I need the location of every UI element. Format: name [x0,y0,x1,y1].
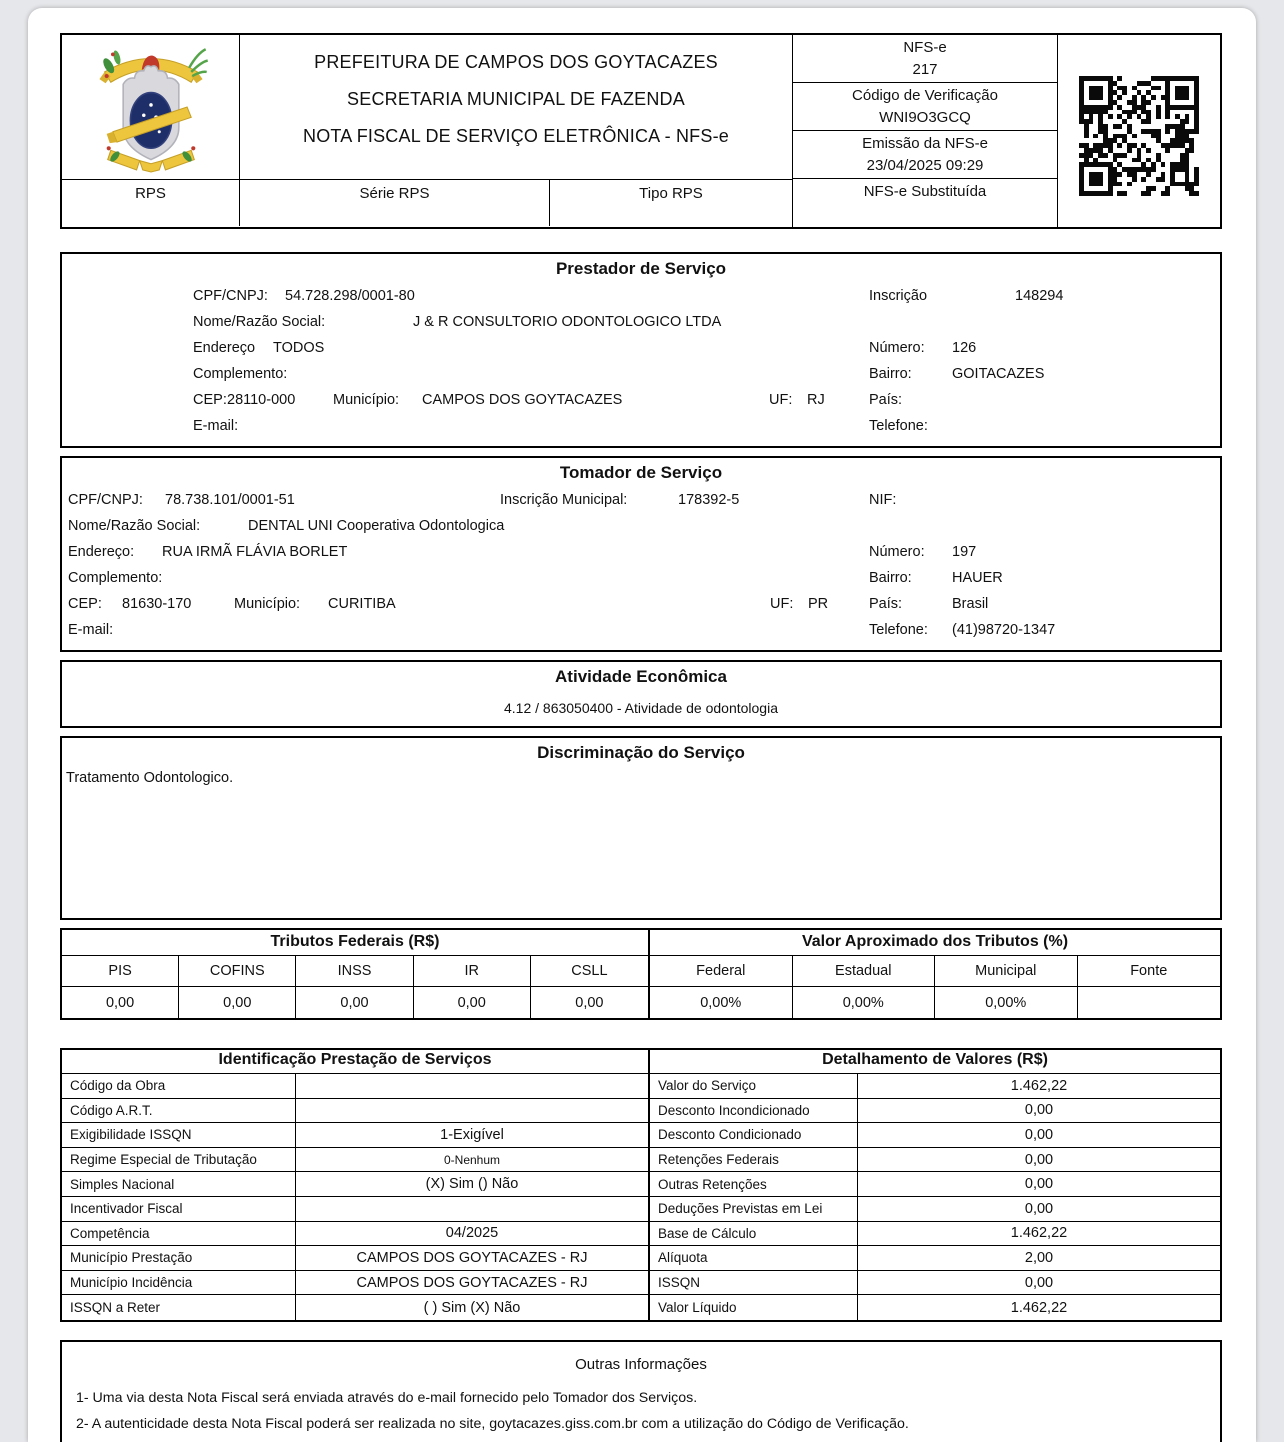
tomador-nome-label: Nome/Razão Social: [68,518,201,534]
outras-informacoes-title: Outras Informações [575,1356,707,1373]
ident-value-2: 1-Exigível [296,1123,650,1148]
col-estadual: Estadual [793,956,936,987]
ident-label-2: Exigibilidade ISSQN [62,1123,296,1148]
val-cofins: 0,00 [179,987,296,1018]
col-municipal: Municipal [935,956,1078,987]
tomador-inscricao-municipal-label: Inscrição Municipal: [500,492,628,508]
outras-item-1: 1- Uma via desta Nota Fiscal será enviada através do e-mail fornecido pelo Tomador dos Serviços. [76,1390,698,1406]
tomador-pais-label: País: [869,596,903,612]
prestador-pais-label: País: [869,392,903,408]
prestador-inscricao-label: Inscrição [869,288,928,304]
tomador-nif-label: NIF: [869,492,897,508]
detal-label-9: Valor Líquido [650,1295,858,1320]
prestador-cep-label: CEP: [193,392,227,408]
invoice-page [28,8,1256,1442]
nfse-label: NFS-e [903,39,947,56]
col-pis: PIS [62,956,179,987]
col-inss: INSS [296,956,413,987]
prestador-municipio-label: Município: [333,392,400,408]
tomador-municipio-value: CURITIBA [328,596,396,612]
ident-value-8: CAMPOS DOS GOYTACAZES - RJ [296,1271,650,1296]
prestador-nome-label: Nome/Razão Social: [193,314,326,330]
outras-item-2: 2- A autenticidade desta Nota Fiscal poderá ser realizada no site, goytacazes.giss.com.br com a utilização do Código de Verificação. [76,1416,909,1432]
ident-value-6: 04/2025 [296,1222,650,1247]
prestador-cpf-label: CPF/CNPJ: [193,288,268,304]
tomador-row-6 [62,622,1220,646]
detal-value-8: 0,00 [858,1271,1220,1296]
tomador-nome-value: DENTAL UNI Cooperativa Odontologica [248,518,505,534]
detal-value-3: 0,00 [858,1148,1220,1173]
nfse-number: 217 [912,61,938,78]
col-csll: CSLL [531,956,648,987]
ident-value-0 [296,1074,650,1099]
rps-cell: RPS [62,180,240,226]
emission-datetime: 23/04/2025 09:29 [866,157,984,174]
verification-code: WNI9O3GCQ [879,109,971,126]
tributos-federais-table [60,928,650,1020]
tomador-cpf-value: 78.738.101/0001-51 [165,492,295,508]
substituted-nfse-label: NFS-e Substituída [863,183,987,200]
detal-value-5: 0,00 [858,1197,1220,1222]
ident-label-4: Simples Nacional [62,1172,296,1197]
detal-label-4: Outras Retenções [650,1172,858,1197]
val-federal: 0,00% [650,987,793,1018]
prestador-row-5 [62,392,1220,416]
emission-label: Emissão da NFS-e [862,135,988,152]
prestador-bairro-value: GOITACAZES [952,366,1045,382]
tomador-row-5 [62,596,1220,620]
tomador-title: Tomador de Serviço [559,463,723,482]
outras-informacoes-section [60,1340,1222,1442]
prestador-nome-value: J & R CONSULTORIO ODONTOLOGICO LTDA [413,314,722,330]
rps-row [62,179,792,227]
prestador-cpf-value: 54.728.298/0001-80 [285,288,415,304]
discriminacao-title: Discriminação do Serviço [537,743,745,762]
prestador-bairro-label: Bairro: [869,366,912,382]
tomador-cpf-label: CPF/CNPJ: [68,492,143,508]
prestador-row-3 [62,340,1220,364]
ident-label-9: ISSQN a Reter [62,1295,296,1320]
prestador-complemento-label: Complemento: [193,366,288,382]
valor-aproximado-title: Valor Aproximado dos Tributos (%) [650,930,1220,956]
prestador-endereco-label: Endereço [193,340,256,356]
logo-cell [62,35,240,179]
discriminacao-text: Tratamento Odontologico. [66,770,234,786]
valor-aproximado-table [648,928,1222,1020]
tomador-row-3 [62,544,1220,568]
col-fonte: Fonte [1078,956,1221,987]
tomador-bairro-value: HAUER [952,570,1003,586]
detal-value-1: 0,00 [858,1099,1220,1124]
val-estadual: 0,00% [793,987,936,1018]
title-line-2: SECRETARIA MUNICIPAL DE FAZENDA [347,89,685,109]
ident-label-5: Incentivador Fiscal [62,1197,296,1222]
tomador-telefone-label: Telefone: [869,622,928,638]
detal-value-4: 0,00 [858,1172,1220,1197]
tomador-row-1 [62,492,1220,516]
tomador-endereco-label: Endereço: [68,544,135,560]
detal-label-8: ISSQN [650,1271,858,1296]
document-title [240,35,792,179]
detal-label-6: Base de Cálculo [650,1222,858,1247]
tomador-numero-label: Número: [869,544,925,560]
prestador-uf-value: RJ [807,392,825,408]
tomador-municipio-label: Município: [234,596,301,612]
detal-label-5: Deduções Previstas em Lei [650,1197,858,1222]
prestador-numero-label: Número: [869,340,925,356]
prestador-email-label: E-mail: [193,418,239,434]
identificacao-detalhamento-table [60,1048,1222,1322]
val-fonte [1078,987,1221,1018]
tomador-row-2 [62,518,1220,542]
verification-code-cell [793,83,1057,131]
ident-value-5 [296,1197,650,1222]
identificacao-title: Identificação Prestação de Serviços [62,1050,650,1074]
nfse-number-cell [793,35,1057,83]
tomador-uf-value: PR [808,596,829,612]
tomador-endereco-value: RUA IRMÃ FLÁVIA BORLET [162,544,348,560]
tributos-federais-title: Tributos Federais (R$) [62,930,648,956]
detal-value-6: 1.462,22 [858,1222,1220,1247]
verification-label: Código de Verificação [852,87,998,104]
ident-label-1: Código A.R.T. [62,1099,296,1124]
prestador-row-1 [62,288,1220,312]
detal-value-9: 1.462,22 [1010,1299,1068,1316]
title-line-1: PREFEITURA DE CAMPOS DOS GOYTACAZES [314,52,718,72]
val-pis: 0,00 [62,987,179,1018]
qr-code [1079,76,1199,196]
detal-label-0: Valor do Serviço [650,1074,858,1099]
prestador-telefone-label: Telefone: [869,418,928,434]
detal-value-2: 0,00 [858,1123,1220,1148]
detal-label-7: Alíquota [650,1246,858,1271]
emission-cell [793,131,1057,179]
tomador-section [60,456,1222,652]
ident-label-7: Município Prestação [62,1246,296,1271]
tomador-email-label: E-mail: [68,622,114,638]
val-municipal: 0,00% [935,987,1078,1018]
ident-label-6: Competência [62,1222,296,1247]
qr-cell [1058,35,1220,227]
tomador-telefone-value: (41)98720-1347 [952,622,1056,638]
tomador-bairro-label: Bairro: [869,570,912,586]
ident-label-3: Regime Especial de Tributação [62,1148,296,1173]
atividade-title: Atividade Econômica [555,667,727,686]
detal-value-0: 1.462,22 [858,1074,1220,1099]
prestador-section [60,252,1222,448]
discriminacao-section [60,736,1222,920]
tomador-numero-value: 197 [952,544,977,560]
tomador-cep-label: CEP: [68,596,102,612]
title-line-3: NOTA FISCAL DE SERVIÇO ELETRÔNICA - NFS-e [303,126,729,146]
prestador-row-2 [62,314,1220,338]
ident-value-1 [296,1099,650,1124]
col-ir: IR [414,956,531,987]
val-inss: 0,00 [296,987,413,1018]
detalhamento-title: Detalhamento de Valores (R$) [650,1050,1220,1074]
atividade-section [60,660,1222,728]
col-cofins: COFINS [179,956,296,987]
ident-value-3: 0-Nenhum [296,1148,650,1173]
header-table [60,33,1222,229]
val-ir: 0,00 [414,987,531,1018]
ident-value-4: (X) Sim () Não [296,1172,650,1197]
tomador-uf-label: UF: [770,596,794,612]
ident-value-7: CAMPOS DOS GOYTACAZES - RJ [296,1246,650,1271]
prestador-endereco-value: TODOS [273,340,325,356]
col-federal: Federal [650,956,793,987]
prestador-row-4 [62,366,1220,390]
tomador-row-4 [62,570,1220,594]
tomador-inscricao-municipal-value: 178392-5 [678,492,740,508]
municipality-coat-of-arms-logo [94,41,208,173]
val-csll: 0,00 [575,994,604,1011]
detal-value-7: 2,00 [858,1246,1220,1271]
prestador-inscricao-value: 148294 [1015,288,1064,304]
nfse-info-column [792,35,1058,227]
tomador-pais-value: Brasil [952,596,989,612]
prestador-numero-value: 126 [952,340,977,356]
prestador-title: Prestador de Serviço [555,259,727,278]
tipo-rps-cell: Tipo RPS [639,185,703,202]
tomador-cep-value: 81630-170 [122,596,192,612]
prestador-municipio-value: CAMPOS DOS GOYTACAZES [422,392,623,408]
serie-rps-cell: Série RPS [240,180,550,226]
prestador-row-6 [62,418,1220,442]
ident-value-9: ( ) Sim (X) Não [296,1295,650,1320]
tomador-complemento-label: Complemento: [68,570,163,586]
ident-label-0: Código da Obra [62,1074,296,1099]
detal-label-3: Retenções Federais [650,1148,858,1173]
detal-label-1: Desconto Incondicionado [650,1099,858,1124]
ident-label-8: Município Incidência [62,1271,296,1296]
prestador-uf-label: UF: [769,392,793,408]
detal-label-2: Desconto Condicionado [650,1123,858,1148]
prestador-cep-value: 28110-000 [227,392,296,408]
atividade-value: 4.12 / 863050400 - Atividade de odontologia [503,700,778,716]
substituted-nfse-cell [793,179,1057,227]
